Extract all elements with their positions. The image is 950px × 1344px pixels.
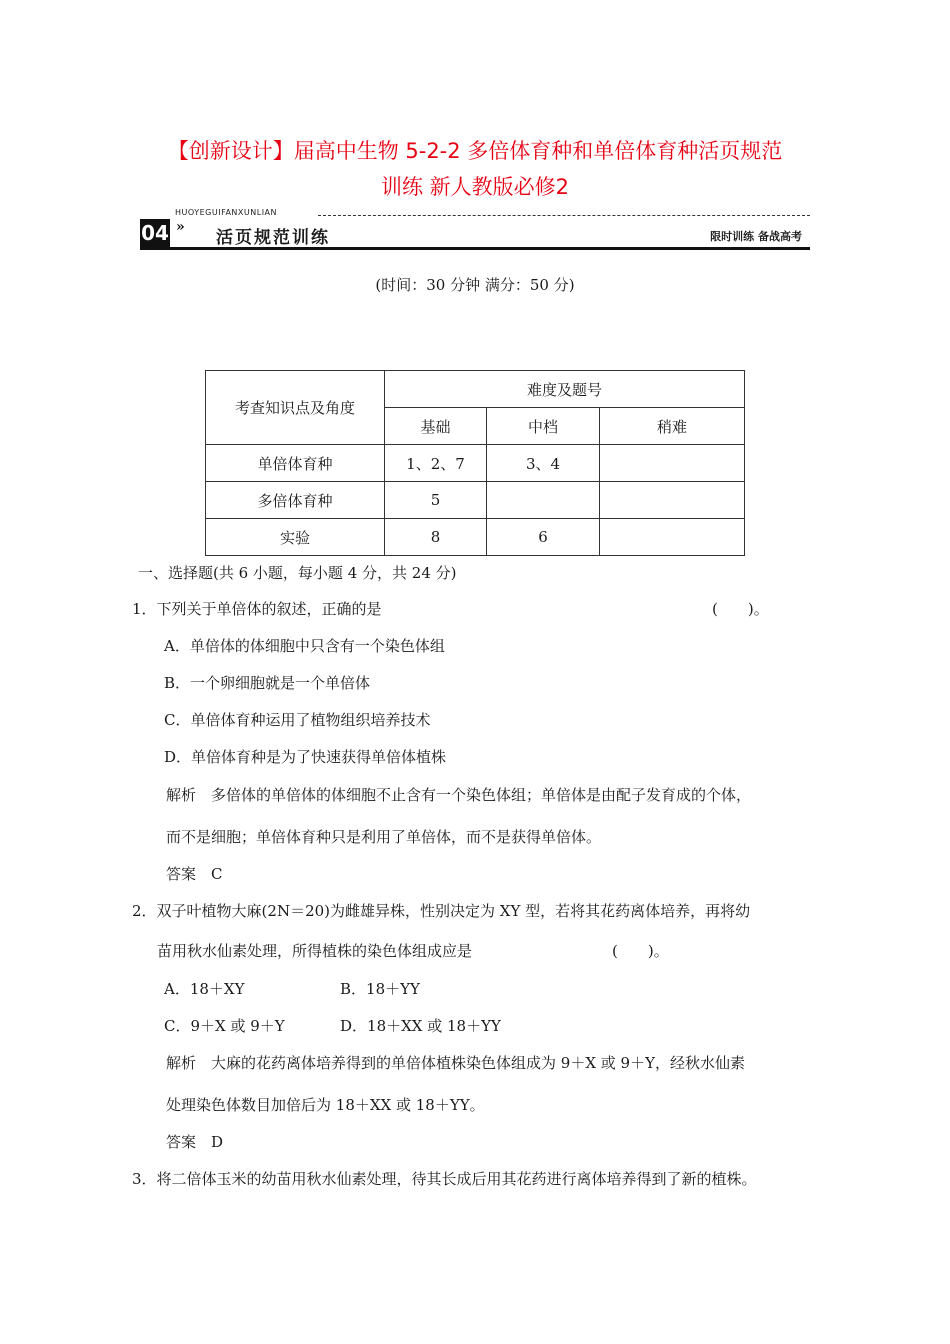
banner-dashed-line — [318, 215, 810, 216]
table-corner: 考查知识点及角度 — [206, 371, 385, 445]
table-cell: 8 — [385, 519, 487, 556]
q1-answer: 答案 C — [166, 865, 223, 883]
q2-option-a: A．18＋XY — [164, 980, 245, 998]
time-score-line: (时间：30 分钟 满分：50 分) — [375, 276, 575, 294]
row-label: 多倍体育种 — [206, 482, 385, 519]
title-line-1: 【创新设计】届高中生物 5-2-2 多倍体育种和单倍体育种活页规范 — [167, 139, 783, 163]
double-chevron-icon: » — [176, 219, 185, 235]
q2-analysis-line-2: 处理染色体数目加倍后为 18＋XX 或 18＋YY。 — [166, 1096, 485, 1114]
q1-analysis-line-1: 解析 多倍体的单倍体的体细胞不止含有一个染色体组；单倍体是由配子发育成的个体， — [166, 786, 752, 804]
table-row — [206, 445, 745, 482]
table-cell: 5 — [385, 482, 487, 519]
title-line-2: 训练 新人教版必修2 — [380, 175, 570, 199]
banner-rule — [140, 247, 810, 250]
table-cell — [600, 519, 745, 556]
table-row — [206, 482, 745, 519]
q2-stem-line-1: 2．双子叶植物大麻(2N＝20)为雌雄异株，性别决定为 XY 型，若将其花药离体培养，再将幼 — [132, 902, 751, 920]
table-cell: 3、4 — [487, 445, 600, 482]
table-cell: 6 — [487, 519, 600, 556]
q2-option-d: D．18＋XX 或 18＋YY — [340, 1017, 501, 1035]
table-cell: 1、2、7 — [385, 445, 487, 482]
table-header-row — [206, 371, 745, 408]
banner-heading: 活页规范训练 — [216, 228, 330, 248]
q1-analysis-line-2: 而不是细胞；单倍体育种只是利用了单倍体，而不是获得单倍体。 — [166, 828, 602, 846]
column-header: 中档 — [487, 408, 600, 445]
q2-answer: 答案 D — [166, 1133, 224, 1151]
section-banner — [140, 205, 810, 251]
q1-stem: 1．下列关于单倍体的叙述，正确的是 — [132, 600, 382, 618]
table-cell — [487, 482, 600, 519]
banner-pinyin: HUOYEGUIFANXUNLIAN — [175, 208, 278, 217]
q1-option-d: D．单倍体育种是为了快速获得单倍体植株 — [164, 748, 447, 766]
knowledge-table — [205, 370, 745, 556]
q2-stem-line-2: 苗用秋水仙素处理，所得植株的染色体组成应是 — [157, 942, 473, 960]
q3-stem: 3．将二倍体玉米的幼苗用秋水仙素处理，待其长成后用其花药进行离体培养得到了新的植株。 — [132, 1170, 757, 1188]
q2-option-c: C．9＋X 或 9＋Y — [164, 1017, 285, 1035]
table-cell — [600, 445, 745, 482]
table-cell — [600, 482, 745, 519]
q1-answer-blank: ( )。 — [712, 600, 769, 618]
document-title — [120, 133, 830, 205]
q1-option-b: B．一个卵细胞就是一个单倍体 — [164, 674, 371, 692]
table-row — [206, 519, 745, 556]
q2-option-b: B．18＋YY — [340, 980, 420, 998]
row-label: 单倍体育种 — [206, 445, 385, 482]
q2-answer-blank: ( )。 — [612, 942, 669, 960]
q2-analysis-line-1: 解析 大麻的花药离体培养得到的单倍体植株染色体组成为 9＋X 或 9＋Y，经秋水仙素 — [166, 1054, 745, 1072]
column-header: 基础 — [385, 408, 487, 445]
q1-option-a: A．单倍体的体细胞中只含有一个染色体组 — [164, 637, 445, 655]
section-heading: 一、选择题(共 6 小题，每小题 4 分，共 24 分) — [138, 564, 457, 582]
table-group-header: 难度及题号 — [385, 371, 745, 408]
row-label: 实验 — [206, 519, 385, 556]
banner-right-text: 限时训练 备战高考 — [710, 230, 802, 243]
column-header: 稍难 — [600, 408, 745, 445]
banner-number: 04 — [141, 221, 169, 245]
q1-option-c: C．单倍体育种运用了植物组织培养技术 — [164, 711, 431, 729]
